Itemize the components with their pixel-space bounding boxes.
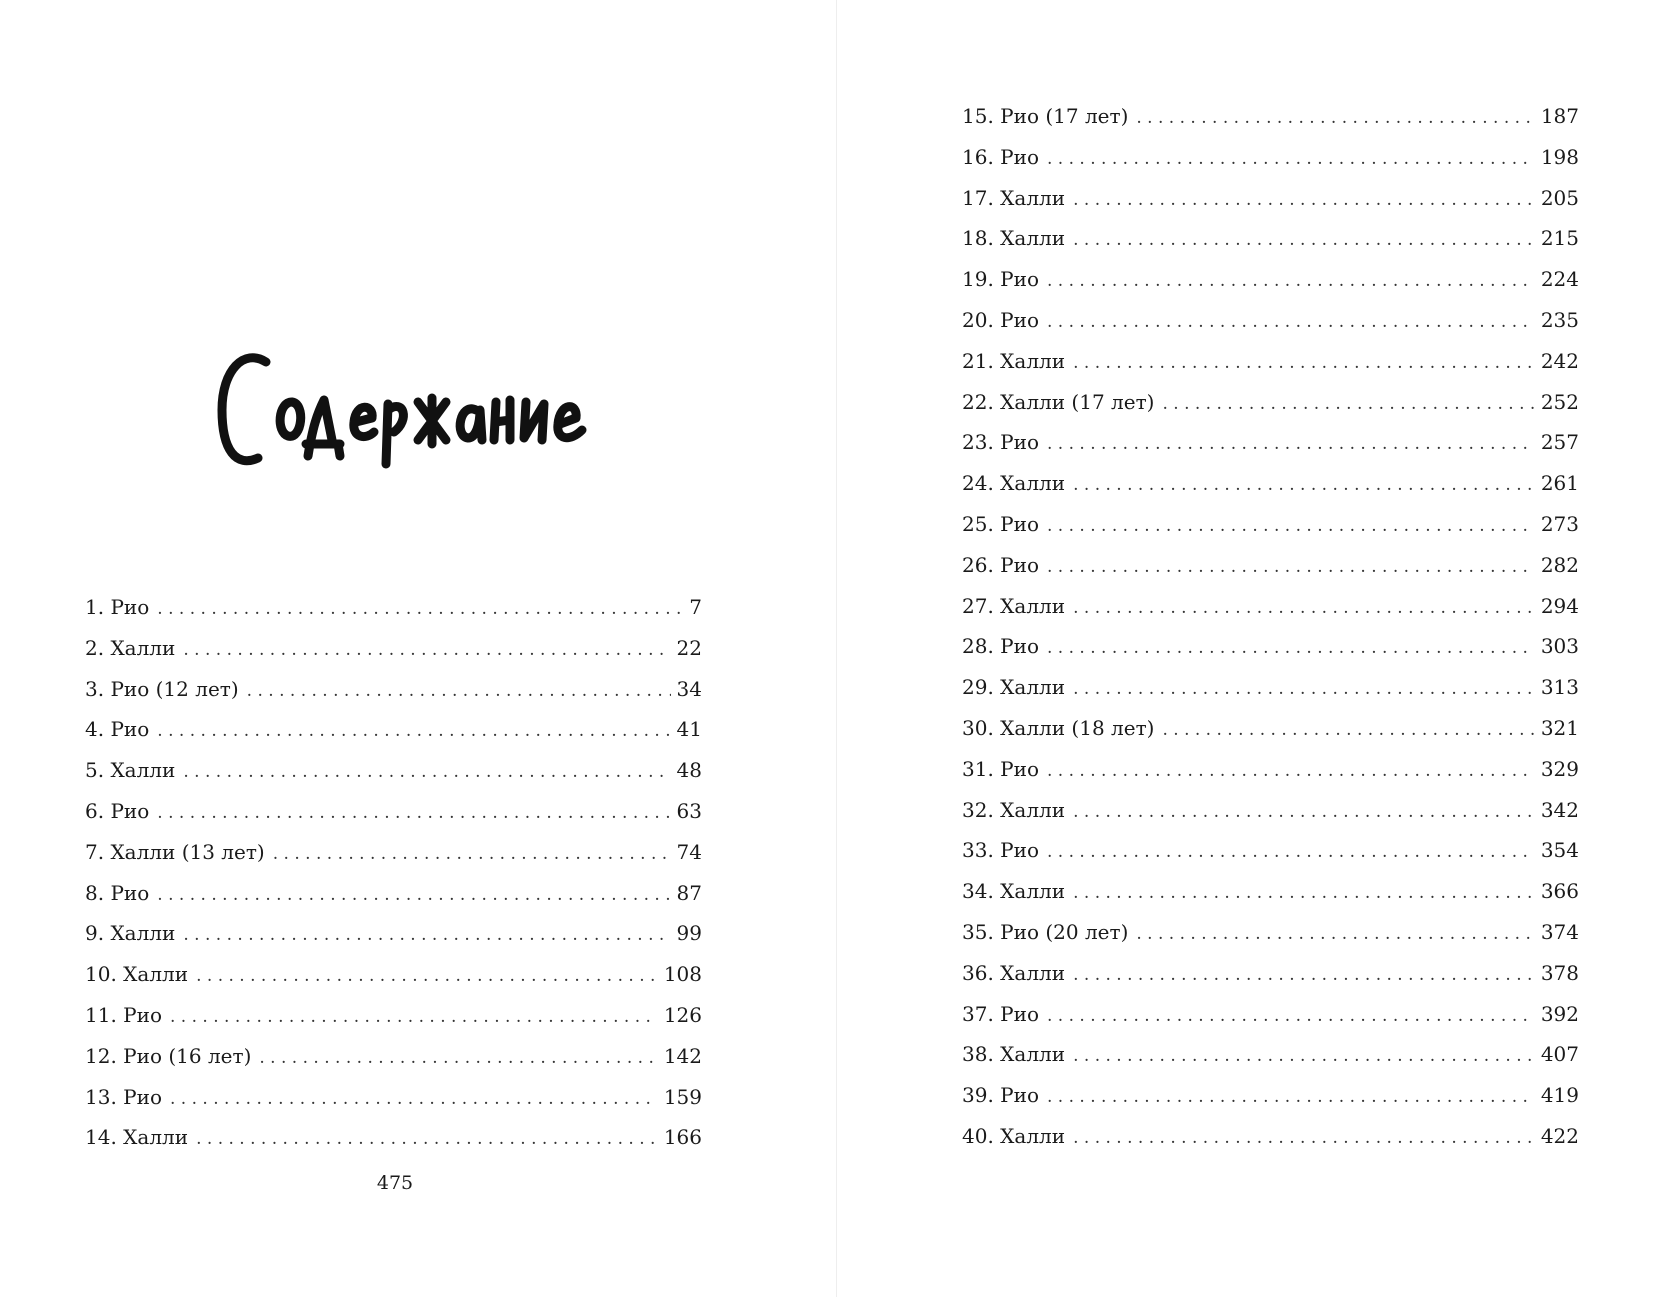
toc-entry-label: 30. Халли (18 лет) — [962, 715, 1155, 740]
toc-entry — [962, 994, 1579, 1035]
toc-entry — [962, 137, 1579, 178]
toc-entry-label: 39. Рио — [962, 1083, 1039, 1108]
dot-leader — [196, 1119, 658, 1160]
toc-entry — [85, 873, 702, 914]
toc-entry-label: 27. Халли — [962, 593, 1066, 618]
toc-entry-label: 1. Рио — [85, 595, 150, 619]
toc-entry-page: 99 — [676, 921, 702, 946]
dot-leader — [1047, 628, 1535, 669]
toc-entry — [962, 830, 1579, 871]
toc-list-right — [962, 96, 1579, 1157]
toc-entry-label: 26. Рио — [962, 552, 1039, 577]
toc-entry-label: 15. Рио (17 лет) — [962, 104, 1129, 128]
toc-entry-label: 31. Рио — [962, 756, 1039, 781]
dot-leader — [170, 1079, 658, 1120]
toc-entry-page: 354 — [1540, 838, 1579, 863]
toc-entry-page: 34 — [676, 676, 702, 701]
toc-entry-label: 34. Халли — [962, 879, 1066, 904]
toc-entry-label: 13. Рио — [85, 1084, 162, 1109]
toc-entry-page: 261 — [1540, 471, 1579, 496]
toc-entry — [85, 832, 702, 873]
dot-leader — [1136, 914, 1534, 955]
toc-entry-page: 252 — [1540, 389, 1579, 414]
toc-entry-page: 273 — [1540, 511, 1579, 536]
dot-leader — [157, 875, 670, 916]
dot-leader — [1073, 588, 1535, 629]
dot-leader — [1162, 710, 1534, 751]
toc-entry-page: 419 — [1540, 1083, 1579, 1108]
page-title — [214, 340, 594, 480]
toc-entry-label: 3. Рио (12 лет) — [85, 676, 239, 701]
toc-entry-label: 18. Халли — [962, 226, 1066, 251]
dot-leader — [1073, 180, 1535, 221]
toc-entry-page: 7 — [689, 595, 702, 619]
dot-leader — [1073, 1036, 1535, 1077]
toc-entry-page: 374 — [1540, 919, 1579, 944]
dot-leader — [259, 1038, 657, 1079]
dot-leader — [1073, 343, 1535, 384]
toc-entry-label: 36. Халли — [962, 960, 1066, 985]
toc-entry-label: 33. Рио — [962, 838, 1039, 863]
toc-entry — [962, 1075, 1579, 1116]
dot-leader — [183, 752, 670, 793]
toc-entry-page: 422 — [1540, 1123, 1579, 1148]
toc-entry — [85, 954, 702, 995]
toc-entry — [962, 300, 1579, 341]
toc-entry — [962, 626, 1579, 667]
toc-entry-page: 22 — [676, 635, 702, 660]
toc-entry — [962, 96, 1579, 137]
toc-entry-label: 24. Халли — [962, 471, 1066, 496]
dot-leader — [170, 997, 658, 1038]
toc-entry — [962, 422, 1579, 463]
toc-entry-page: 74 — [676, 839, 702, 864]
toc-entry-label: 2. Халли — [85, 635, 176, 660]
toc-entry-page: 63 — [676, 798, 702, 823]
dot-leader — [1073, 220, 1535, 261]
toc-entry-page: 142 — [663, 1043, 702, 1068]
dot-leader — [183, 915, 670, 956]
dot-leader — [196, 956, 658, 997]
toc-entry — [962, 1034, 1579, 1075]
dot-leader — [157, 711, 670, 752]
toc-entry-page: 224 — [1540, 267, 1579, 292]
toc-entry-label: 10. Халли — [85, 962, 189, 987]
toc-entry — [962, 790, 1579, 831]
toc-entry-label: 5. Халли — [85, 758, 176, 783]
right-page — [837, 0, 1673, 1297]
dot-leader — [1047, 302, 1535, 343]
toc-entry-label: 12. Рио (16 лет) — [85, 1043, 252, 1068]
dot-leader — [1047, 506, 1535, 547]
toc-entry-page: 198 — [1540, 144, 1579, 169]
toc-entry — [85, 1077, 702, 1118]
toc-entry — [962, 871, 1579, 912]
toc-entry — [962, 545, 1579, 586]
toc-entry — [962, 218, 1579, 259]
toc-entry — [962, 667, 1579, 708]
toc-entry-label: 17. Халли — [962, 185, 1066, 210]
dot-leader — [1162, 384, 1534, 425]
dot-leader — [1073, 792, 1535, 833]
toc-entry — [962, 504, 1579, 545]
dot-leader — [1047, 832, 1535, 873]
dot-leader — [1073, 1118, 1535, 1159]
toc-entry-page: 378 — [1540, 960, 1579, 985]
toc-entry — [85, 709, 702, 750]
dot-leader — [1073, 669, 1535, 710]
toc-entry — [962, 1116, 1579, 1157]
toc-entry-page: 313 — [1540, 675, 1579, 700]
toc-entry-label: 29. Халли — [962, 675, 1066, 700]
toc-entry — [85, 913, 702, 954]
toc-entry-label: 32. Халли — [962, 797, 1066, 822]
dot-leader — [1047, 751, 1535, 792]
dot-leader — [1047, 424, 1535, 465]
toc-entry — [85, 587, 702, 628]
toc-entry — [85, 995, 702, 1036]
toc-entry — [962, 708, 1579, 749]
toc-entry-page: 41 — [676, 717, 702, 742]
toc-entry — [85, 791, 702, 832]
dot-leader — [183, 630, 670, 671]
toc-entry-label: 4. Рио — [85, 717, 150, 742]
toc-entry — [85, 750, 702, 791]
toc-entry — [962, 178, 1579, 219]
toc-entry-page: 329 — [1540, 756, 1579, 781]
dot-leader — [1073, 955, 1535, 996]
toc-entry-page: 166 — [663, 1125, 702, 1150]
toc-entry-page: 159 — [663, 1084, 702, 1109]
toc-entry-label: 19. Рио — [962, 267, 1039, 292]
page-number: 475 — [376, 1172, 414, 1194]
toc-entry — [962, 341, 1579, 382]
toc-entry-label: 35. Рио (20 лет) — [962, 919, 1129, 944]
toc-entry-label: 23. Рио — [962, 430, 1039, 455]
dot-leader — [247, 671, 671, 712]
dot-leader — [157, 589, 683, 630]
toc-entry-label: 28. Рио — [962, 634, 1039, 659]
toc-entry — [85, 669, 702, 710]
toc-entry-page: 205 — [1540, 185, 1579, 210]
toc-entry-label: 6. Рио — [85, 798, 150, 823]
dot-leader — [1047, 139, 1535, 180]
toc-entry-label: 7. Халли (13 лет) — [85, 839, 265, 864]
toc-list-left — [85, 587, 702, 1158]
toc-entry-page: 257 — [1540, 430, 1579, 455]
toc-entry-label: 40. Халли — [962, 1123, 1066, 1148]
dot-leader — [157, 793, 670, 834]
dot-leader — [1073, 465, 1535, 506]
toc-entry-label: 20. Рио — [962, 307, 1039, 332]
toc-entry-label: 25. Рио — [962, 511, 1039, 536]
toc-entry — [962, 259, 1579, 300]
toc-entry — [962, 382, 1579, 423]
toc-entry-label: 37. Рио — [962, 1001, 1039, 1026]
toc-entry — [962, 912, 1579, 953]
dot-leader — [1047, 1077, 1535, 1118]
toc-entry-page: 282 — [1540, 552, 1579, 577]
toc-entry-page: 187 — [1540, 104, 1579, 128]
toc-entry — [962, 953, 1579, 994]
dot-leader — [1136, 98, 1534, 139]
toc-entry — [962, 463, 1579, 504]
toc-entry-page: 342 — [1540, 797, 1579, 822]
toc-entry-label: 22. Халли (17 лет) — [962, 389, 1155, 414]
toc-entry-label: 11. Рио — [85, 1002, 162, 1027]
toc-entry-page: 87 — [676, 880, 702, 905]
toc-entry — [85, 1036, 702, 1077]
toc-entry-page: 392 — [1540, 1001, 1579, 1026]
toc-entry-page: 294 — [1540, 593, 1579, 618]
toc-entry-label: 38. Халли — [962, 1042, 1066, 1067]
toc-entry-page: 303 — [1540, 634, 1579, 659]
dot-leader — [273, 834, 671, 875]
toc-entry-page: 242 — [1540, 348, 1579, 373]
toc-entry-label: 21. Халли — [962, 348, 1066, 373]
dot-leader — [1073, 873, 1535, 914]
toc-entry-page: 407 — [1540, 1042, 1579, 1067]
toc-entry-page: 366 — [1540, 879, 1579, 904]
toc-entry — [85, 1117, 702, 1158]
toc-entry — [962, 749, 1579, 790]
toc-entry — [85, 628, 702, 669]
toc-entry-page: 235 — [1540, 307, 1579, 332]
toc-entry-page: 321 — [1540, 715, 1579, 740]
toc-entry-label: 14. Халли — [85, 1125, 189, 1150]
dot-leader — [1047, 547, 1535, 588]
dot-leader — [1047, 261, 1535, 302]
toc-entry-label: 16. Рио — [962, 144, 1039, 169]
toc-entry-page: 215 — [1540, 226, 1579, 251]
title-lettering — [214, 340, 594, 480]
toc-entry-page: 48 — [676, 758, 702, 783]
toc-entry — [962, 586, 1579, 627]
toc-entry-page: 108 — [663, 962, 702, 987]
toc-entry-label: 8. Рио — [85, 880, 150, 905]
dot-leader — [1047, 996, 1535, 1037]
left-page — [0, 0, 836, 1297]
toc-entry-label: 9. Халли — [85, 921, 176, 946]
toc-entry-page: 126 — [663, 1002, 702, 1027]
